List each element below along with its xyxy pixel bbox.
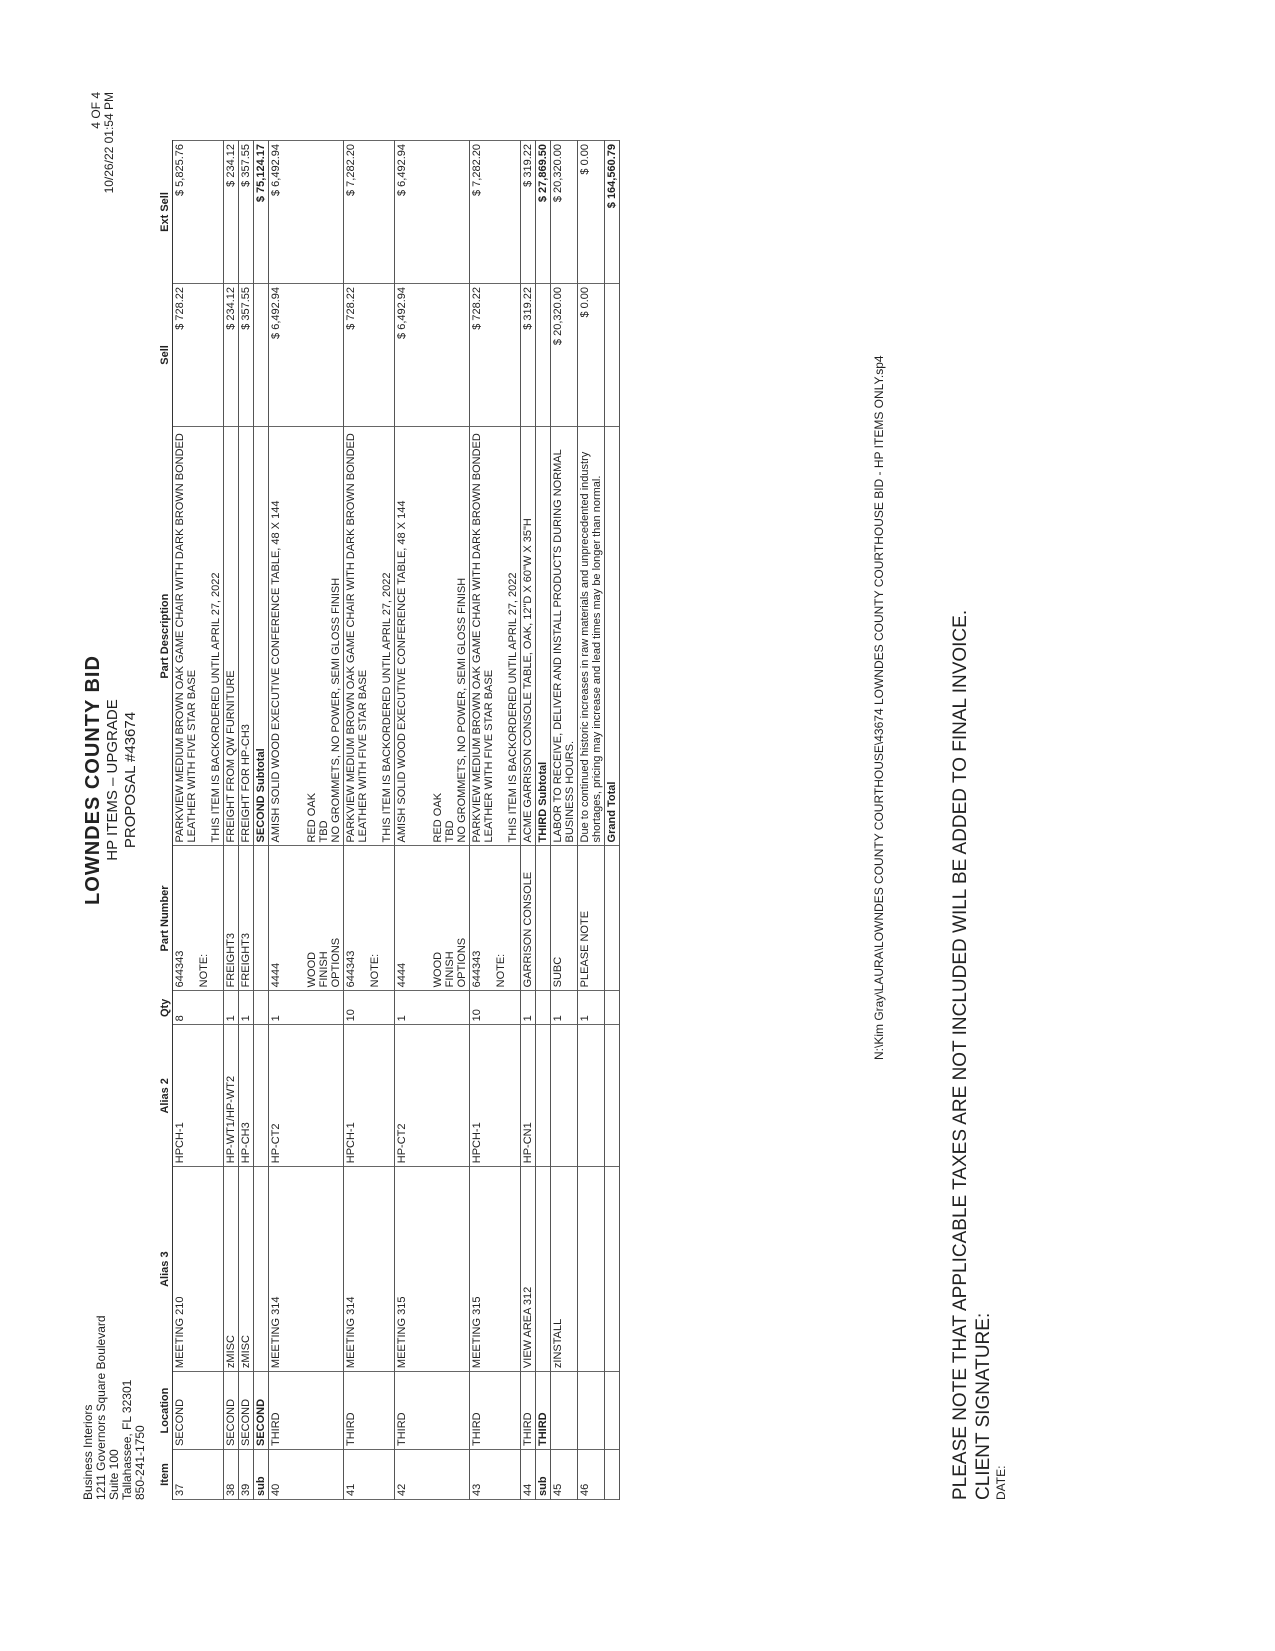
ext-sell-cell (395, 141, 470, 284)
spacer (186, 849, 198, 987)
description-cell-text: THIRD Subtotal (537, 761, 549, 843)
location-cell (551, 1372, 578, 1450)
item-cell (239, 1450, 254, 1500)
part-number-cell-text: SUBC (552, 956, 564, 988)
description-cell-text: PARKVIEW MEDIUM BROWN OAK GAME CHAIR WITH DARK BROWN BONDED LEATHER WITH FIVE STAR BASE (471, 433, 495, 843)
part-number-cell (521, 846, 536, 991)
alias2-cell (521, 1025, 536, 1167)
location-cell (224, 1372, 239, 1450)
description-cell (269, 426, 344, 846)
sell-cell (470, 283, 521, 426)
part-number-cell (551, 846, 578, 991)
alias2-cell (224, 1025, 239, 1167)
spacer (369, 430, 381, 843)
company-address-line1: 1211 Governors Square Boulevard (94, 1315, 108, 1500)
qty-cell-text: 1 (240, 1015, 252, 1022)
alias2-cell (578, 1025, 605, 1167)
qty-cell-text: 1 (552, 1015, 564, 1022)
part-number-cell (269, 846, 344, 991)
alias3-cell-text: MEETING 314 (270, 1296, 282, 1369)
sell-cell (551, 283, 578, 426)
alias2-cell (269, 1025, 344, 1167)
alias3-cell-text: MEETING 314 (345, 1296, 357, 1369)
description-cell-text: Grand Total (606, 781, 618, 843)
alias3-cell (224, 1167, 239, 1372)
option-value: TBD (318, 820, 330, 843)
location-cell-text: SECOND (174, 1398, 186, 1447)
qty-cell-text: 10 (345, 1009, 357, 1022)
table-row (521, 141, 536, 1500)
location-cell (578, 1372, 605, 1450)
ext-sell-cell (605, 141, 620, 284)
grand-total-row (605, 141, 620, 1500)
alias3-cell (578, 1167, 605, 1372)
description-cell (521, 426, 536, 846)
rotated-proposal-page (80, 60, 1040, 1500)
proposal-number: PROPOSAL #43674 (122, 711, 139, 849)
ext-sell-cell-text: $ 7,282.20 (471, 144, 483, 196)
note-text: THIS ITEM IS BACKORDERED UNTIL APRIL 27, 2022 (381, 572, 393, 843)
location-cell (239, 1372, 254, 1450)
option-value: RED OAK (306, 792, 318, 843)
part-number-cell-text: 4444 (396, 962, 408, 988)
part-number-cell (224, 846, 239, 991)
ext-sell-cell (173, 141, 224, 284)
location-cell (254, 1372, 269, 1450)
part-number-cell-text: GARRISON CONSOLE (522, 871, 534, 988)
ext-sell-cell (536, 141, 551, 284)
description-cell (254, 426, 269, 846)
item-cell (344, 1450, 395, 1500)
qty-cell (254, 991, 269, 1025)
alias2-cell (344, 1025, 395, 1167)
qty-cell (521, 991, 536, 1025)
table-row (344, 141, 395, 1500)
part-number-cell-text: 644343 (345, 950, 357, 988)
ext-sell-cell (551, 141, 578, 284)
location-cell-text: THIRD (537, 1412, 549, 1447)
location-cell (344, 1372, 395, 1450)
qty-cell (551, 991, 578, 1025)
qty-cell (239, 991, 254, 1025)
ext-sell-cell (470, 141, 521, 284)
column-header: Sell (158, 283, 173, 426)
item-cell-text: 45 (552, 1483, 564, 1496)
table-row (395, 141, 470, 1500)
description-cell-text: FREIGHT FOR HP-CH3 (240, 724, 252, 843)
ext-sell-cell (578, 141, 605, 284)
item-cell-text: 39 (240, 1483, 252, 1496)
qty-cell-text: 1 (579, 1015, 591, 1022)
item-cell-text: 46 (579, 1483, 591, 1496)
alias2-cell (173, 1025, 224, 1167)
alias3-cell (395, 1167, 470, 1372)
table-row (578, 141, 605, 1500)
column-header: Part Description (158, 426, 173, 846)
description-cell (605, 426, 620, 846)
alias3-cell (551, 1167, 578, 1372)
page-number: 4 OF 4 (89, 92, 103, 129)
company-address-line2: Suite 100 (107, 1449, 121, 1500)
part-number-cell (605, 846, 620, 991)
spacer (282, 849, 306, 987)
ext-sell-cell-text: $ 75,124.17 (255, 144, 267, 203)
ext-sell-cell (254, 141, 269, 284)
description-cell-text: FREIGHT FROM QW FURNITURE (225, 670, 237, 843)
alias3-cell-text: zMISC (225, 1335, 237, 1369)
alias2-cell-text: HPCH-1 (345, 1122, 357, 1164)
ext-sell-cell-text: $ 6,492.94 (396, 144, 408, 196)
qty-cell (470, 991, 521, 1025)
description-cell (239, 426, 254, 846)
part-number-cell (173, 846, 224, 991)
ext-sell-cell (269, 141, 344, 284)
alias2-cell (395, 1025, 470, 1167)
sell-cell-text: $ 234.12 (225, 286, 237, 330)
ext-sell-cell (239, 141, 254, 284)
tax-note: PLEASE NOTE THAT APPLICABLE TAXES ARE NOT INCLUDED WILL BE ADDED TO FINAL INVOICE. (950, 609, 971, 1500)
alias3-cell-text: MEETING 210 (174, 1296, 186, 1369)
option-value: NO GROMMETS, NO POWER, SEMI GLOSS FINISH (456, 577, 468, 843)
item-cell (551, 1450, 578, 1500)
qty-cell-text: 1 (396, 1015, 408, 1022)
ext-sell-cell-text: $ 234.12 (225, 144, 237, 187)
subtotal-row (254, 141, 269, 1500)
option-value: TBD (444, 820, 456, 843)
item-cell-text: 44 (522, 1483, 534, 1496)
sell-cell (269, 283, 344, 426)
part-number-cell-text: FREIGHT3 (225, 932, 237, 988)
option-label: FINISH (444, 951, 456, 988)
option-value: RED OAK (432, 792, 444, 843)
qty-cell (395, 991, 470, 1025)
qty-cell (536, 991, 551, 1025)
part-number-cell (470, 846, 521, 991)
spacer (483, 849, 495, 987)
sell-cell (521, 283, 536, 426)
table-row (269, 141, 344, 1500)
item-cell-text: 42 (396, 1483, 408, 1496)
description-cell-text: PARKVIEW MEDIUM BROWN OAK GAME CHAIR WITH DARK BROWN BONDED LEATHER WITH FIVE STAR BASE (174, 433, 198, 843)
alias3-cell (605, 1167, 620, 1372)
note-label: NOTE: (198, 953, 210, 988)
column-header: Part Number (158, 846, 173, 991)
spacer (198, 430, 210, 843)
item-cell (521, 1450, 536, 1500)
description-cell-text: PARKVIEW MEDIUM BROWN OAK GAME CHAIR WITH DARK BROWN BONDED LEATHER WITH FIVE STAR BASE (345, 433, 369, 843)
title-block (82, 60, 140, 1500)
qty-cell-text: 1 (522, 1015, 534, 1022)
alias2-cell-text: HPCH-1 (471, 1122, 483, 1164)
table-row (239, 141, 254, 1500)
sell-cell-text: $ 357.55 (240, 286, 252, 330)
document-subtitle: HP ITEMS – UPGRADE (104, 699, 121, 861)
description-cell (224, 426, 239, 846)
option-label: OPTIONS (330, 937, 342, 988)
description-cell (551, 426, 578, 846)
description-cell-text: Due to continued historic increases in raw materials and unprecedented industry shortages, pricing may increase and lead times may be longer than normal. (579, 451, 603, 843)
ext-sell-cell-text: $ 27,869.50 (537, 144, 549, 203)
item-cell-text: 41 (345, 1483, 357, 1496)
sell-cell-text: $ 20,320.00 (552, 286, 564, 346)
item-cell-text: sub (537, 1476, 549, 1496)
option-value: NO GROMMETS, NO POWER, SEMI GLOSS FINISH (330, 577, 342, 843)
spacer (495, 430, 507, 843)
qty-cell-text: 8 (174, 1015, 186, 1022)
qty-cell (344, 991, 395, 1025)
sell-cell-text: $ 6,492.94 (396, 286, 408, 339)
part-number-cell (239, 846, 254, 991)
qty-cell (269, 991, 344, 1025)
alias3-cell-text: MEETING 315 (396, 1296, 408, 1369)
client-signature-label: CLIENT SIGNATURE: (973, 1312, 994, 1500)
alias3-cell (344, 1167, 395, 1372)
description-cell (344, 426, 395, 846)
item-cell-text: sub (255, 1476, 267, 1496)
alias2-cell-text: HPCH-1 (174, 1122, 186, 1164)
ext-sell-cell-text: $ 6,492.94 (270, 144, 282, 196)
option-label: WOOD (306, 951, 318, 988)
alias3-cell-text: MEETING 315 (471, 1296, 483, 1369)
qty-cell (578, 991, 605, 1025)
note-label: NOTE: (369, 953, 381, 988)
ext-sell-cell-text: $ 20,320.00 (552, 144, 564, 203)
ext-sell-cell-text: $ 164,560.79 (606, 144, 618, 209)
item-cell (536, 1450, 551, 1500)
location-cell (173, 1372, 224, 1450)
location-cell-text: THIRD (522, 1412, 534, 1447)
item-cell (224, 1450, 239, 1500)
qty-cell (224, 991, 239, 1025)
part-number-cell-text: FREIGHT3 (240, 932, 252, 988)
part-number-cell (344, 846, 395, 991)
column-header: Ext Sell (158, 141, 173, 284)
location-cell-text: THIRD (396, 1412, 408, 1447)
note-text: THIS ITEM IS BACKORDERED UNTIL APRIL 27, 2022 (210, 572, 222, 843)
spacer (408, 430, 432, 843)
part-number-cell-text: PLEASE NOTE (579, 910, 591, 988)
table-row (470, 141, 521, 1500)
alias3-cell (269, 1167, 344, 1372)
date-label: DATE: (994, 1465, 1008, 1500)
alias3-cell (521, 1167, 536, 1372)
part-number-cell-text: 4444 (270, 962, 282, 988)
ext-sell-cell-text: $ 7,282.20 (345, 144, 357, 196)
alias2-cell-text: HP-CT2 (396, 1123, 408, 1164)
table-row (224, 141, 239, 1500)
item-cell-text: 43 (471, 1483, 483, 1496)
item-cell (173, 1450, 224, 1500)
description-cell (536, 426, 551, 846)
company-city: Tallahassee, FL 32301 (120, 1379, 134, 1500)
ext-sell-cell-text: $ 5,825.76 (174, 144, 186, 196)
item-cell (395, 1450, 470, 1500)
location-cell (521, 1372, 536, 1450)
spacer (282, 430, 306, 843)
line-items-table (158, 140, 620, 1500)
part-number-cell (395, 846, 470, 991)
item-cell-text: 38 (225, 1483, 237, 1496)
column-header: Alias 3 (158, 1167, 173, 1372)
company-name: Business Interiors (81, 1404, 95, 1500)
location-cell (395, 1372, 470, 1450)
qty-cell-text: 1 (270, 1015, 282, 1022)
alias3-cell (470, 1167, 521, 1372)
alias2-cell (551, 1025, 578, 1167)
sell-cell-text: $ 0.00 (579, 286, 591, 318)
description-cell (173, 426, 224, 846)
location-cell-text: SECOND (255, 1398, 267, 1447)
file-path: N:\Kim Gray\LAURA\LOWNDES COUNTY COURTHOUSE\43674 LOWNDES COUNTY COURTHOUSE BID - HP ITEMS ONLY.sp4 (872, 355, 886, 1060)
print-timestamp: 10/26/22 01:54 PM (102, 92, 116, 194)
part-number-cell (578, 846, 605, 991)
ext-sell-cell-text: $ 0.00 (579, 144, 591, 175)
description-cell-text: SECOND Subtotal (255, 748, 267, 843)
sell-cell (254, 283, 269, 426)
alias3-cell (254, 1167, 269, 1372)
description-cell-text: AMISH SOLID WOOD EXECUTIVE CONFERENCE TABLE, 48 X 144 (396, 500, 408, 843)
sell-cell-text: $ 728.22 (345, 286, 357, 330)
spacer (408, 849, 432, 987)
option-label: WOOD (432, 951, 444, 988)
part-number-cell-text: 644343 (471, 950, 483, 988)
alias2-cell (605, 1025, 620, 1167)
alias2-cell (254, 1025, 269, 1167)
alias3-cell (173, 1167, 224, 1372)
item-cell-text: 37 (174, 1483, 186, 1496)
alias3-cell-text: zMISC (240, 1335, 252, 1369)
qty-cell (605, 991, 620, 1025)
location-cell (536, 1372, 551, 1450)
table-body (173, 141, 620, 1500)
column-header: Location (158, 1372, 173, 1450)
spacer (357, 849, 369, 987)
sell-cell (224, 283, 239, 426)
subtotal-row (536, 141, 551, 1500)
location-cell (269, 1372, 344, 1450)
location-cell (470, 1372, 521, 1450)
table-row (551, 141, 578, 1500)
sell-cell-text: $ 728.22 (174, 286, 186, 330)
document-title: LOWNDES COUNTY BID (82, 655, 104, 905)
location-cell-text: SECOND (225, 1398, 237, 1447)
ext-sell-cell (224, 141, 239, 284)
location-cell-text: SECOND (240, 1398, 252, 1447)
item-cell (470, 1450, 521, 1500)
alias3-cell (239, 1167, 254, 1372)
location-cell-text: THIRD (471, 1412, 483, 1447)
item-cell-text: 40 (270, 1483, 282, 1496)
ext-sell-cell-text: $ 319.22 (522, 144, 534, 187)
alias3-cell (536, 1167, 551, 1372)
sell-cell (173, 283, 224, 426)
part-number-cell-text: 644343 (174, 950, 186, 988)
description-cell (470, 426, 521, 846)
alias2-cell-text: HP-CN1 (522, 1122, 534, 1164)
qty-cell-text: 1 (225, 1015, 237, 1022)
ext-sell-cell (344, 141, 395, 284)
table-header-row (158, 141, 173, 1500)
item-cell (578, 1450, 605, 1500)
column-header: Qty (158, 991, 173, 1025)
description-cell (578, 426, 605, 846)
note-label: NOTE: (495, 953, 507, 988)
description-cell-text: AMISH SOLID WOOD EXECUTIVE CONFERENCE TABLE, 48 X 144 (270, 500, 282, 843)
location-cell-text: THIRD (270, 1412, 282, 1447)
part-number-cell (254, 846, 269, 991)
sell-cell (578, 283, 605, 426)
item-cell (269, 1450, 344, 1500)
location-cell (605, 1372, 620, 1450)
sell-cell-text: $ 728.22 (471, 286, 483, 330)
alias2-cell-text: HP-WT1/HP-WT2 (225, 1075, 237, 1164)
sell-cell (536, 283, 551, 426)
page-info (90, 92, 116, 193)
alias3-cell-text: zINSTALL (552, 1318, 564, 1369)
option-label: FINISH (318, 951, 330, 988)
ext-sell-cell-text: $ 357.55 (240, 144, 252, 187)
alias3-cell-text: VIEW AREA 312 (522, 1286, 534, 1369)
alias2-cell-text: HP-CH3 (240, 1122, 252, 1164)
sell-cell (605, 283, 620, 426)
alias2-cell (470, 1025, 521, 1167)
ext-sell-cell (521, 141, 536, 284)
qty-cell-text: 10 (471, 1009, 483, 1022)
location-cell-text: THIRD (345, 1412, 357, 1447)
sell-cell (239, 283, 254, 426)
column-header: Item (158, 1450, 173, 1500)
sell-cell-text: $ 319.22 (522, 286, 534, 330)
description-cell (395, 426, 470, 846)
alias2-cell-text: HP-CT2 (270, 1123, 282, 1164)
sell-cell-text: $ 6,492.94 (270, 286, 282, 339)
part-number-cell (536, 846, 551, 991)
note-text: THIS ITEM IS BACKORDERED UNTIL APRIL 27, 2022 (507, 572, 519, 843)
company-phone: 850-241-1750 (133, 1425, 147, 1500)
column-header: Alias 2 (158, 1025, 173, 1167)
sell-cell (395, 283, 470, 426)
item-cell (254, 1450, 269, 1500)
alias2-cell (239, 1025, 254, 1167)
description-cell-text: ACME GARRISON CONSOLE TABLE, OAK, 12"D X 60"W X 35"H (522, 518, 534, 843)
table-row (173, 141, 224, 1500)
item-cell (605, 1450, 620, 1500)
option-label: OPTIONS (456, 937, 468, 988)
sell-cell (344, 283, 395, 426)
alias2-cell (536, 1025, 551, 1167)
description-cell-text: LABOR TO RECEIVE, DELIVER AND INSTALL PRODUCTS DURING NORMAL BUSINESS HOURS. (552, 449, 576, 843)
qty-cell (173, 991, 224, 1025)
